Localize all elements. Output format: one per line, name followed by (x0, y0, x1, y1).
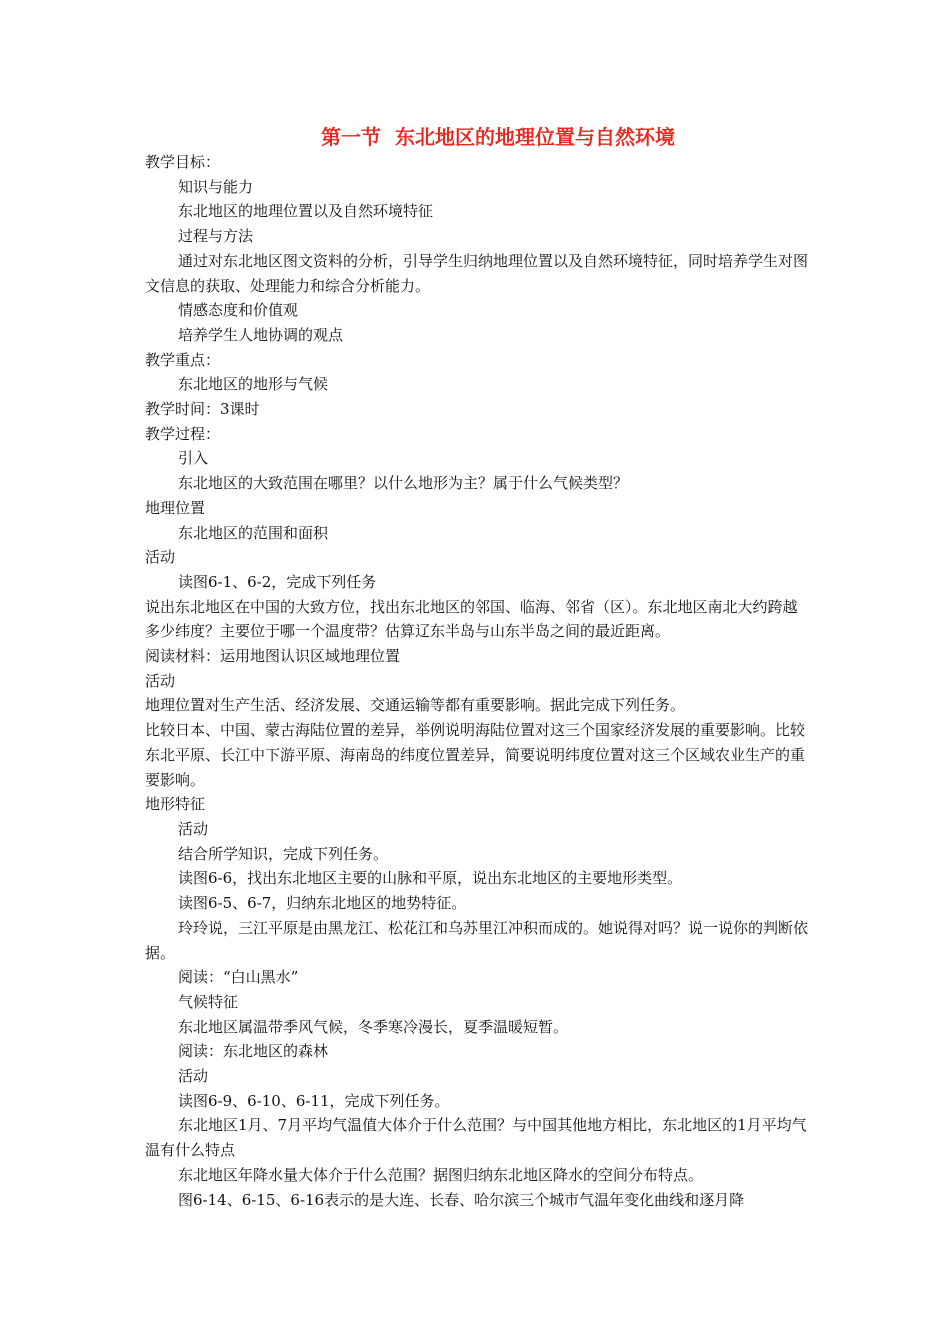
paragraph: 读图6-5、6-7，归纳东北地区的地势特征。 (178, 894, 467, 913)
paragraph: 活动 (178, 819, 209, 838)
paragraph: 结合所学知识，完成下列任务。 (178, 844, 389, 863)
document-body (145, 150, 810, 1212)
paragraph: 通过对东北地区图文资料的分析，引导学生归纳地理位置以及自然环境特征，同时培养学生对图文信息的获取、处理能力和综合分析能力。 (145, 251, 809, 295)
paragraph: 东北地区属温带季风气候，冬季寒冷漫长，夏季温暖短暂。 (178, 1017, 569, 1036)
paragraph: 读图6-9、6-10、6-11，完成下列任务。 (178, 1091, 450, 1110)
paragraph: 教学目标： (145, 153, 221, 171)
paragraph: 情感态度和价值观 (178, 301, 299, 320)
paragraph: 活动 (178, 1067, 209, 1086)
paragraph: 图6-14、6-15、6-16表示的是大连、长春、哈尔滨三个城市气温年变化曲线和逐月降 (178, 1190, 745, 1209)
paragraph: 阅读材料：运用地图认识区域地理位置 (145, 647, 401, 666)
document-title: 第一节 东北地区的地理位置与自然环境 (321, 125, 675, 149)
paragraph: 东北地区年降水量大体介于什么范围？据图归纳东北地区降水的空间分布特点。 (178, 1165, 704, 1184)
paragraph: 东北地区1月、7月平均气温值大体介于什么范围？与中国其他地方相比，东北地区的1月平均气温有什么特点 (145, 1116, 807, 1160)
paragraph: 读图6-6，找出东北地区主要的山脉和平原，说出东北地区的主要地形类型。 (178, 869, 683, 888)
paragraph: 教学重点： (145, 350, 221, 369)
paragraph: 地理位置 (145, 498, 206, 517)
paragraph: 玲玲说，三江平原是由黑龙江、松花江和乌苏里江冲积而成的。她说得对吗？说一说你的判断依据。 (145, 918, 809, 962)
paragraph: 地形特征 (145, 795, 206, 814)
paragraph: 气候特征 (178, 992, 239, 1011)
paragraph: 培养学生人地协调的观点 (178, 325, 344, 344)
paragraph: 东北地区的地形与气候 (178, 375, 329, 394)
paragraph: 东北地区的范围和面积 (178, 523, 329, 542)
paragraph: 活动 (145, 548, 176, 567)
paragraph: 地理位置对生产生活、经济发展、交通运输等都有重要影响。据此完成下列任务。 (145, 696, 686, 715)
paragraph: 教学时间：3课时 (145, 400, 260, 419)
paragraph: 说出东北地区在中国的大致方位，找出东北地区的邻国、临海、邻省（区）。东北地区南北大约跨越多少纬度？主要位于哪一个温度带？估算辽东半岛与山东半岛之间的最近距离。 (145, 597, 798, 641)
paragraph: 东北地区的地理位置以及自然环境特征 (178, 202, 434, 221)
paragraph: 比较日本、中国、蒙古海陆位置的差异，举例说明海陆位置对这三个国家经济发展的重要影响。比较东北平原、长江中下游平原、海南岛的纬度位置差异，简要说明纬度位置对这三个区域农业生产的重要影响。 (145, 721, 806, 789)
paragraph: 教学过程： (145, 424, 221, 443)
paragraph: 活动 (145, 671, 176, 690)
paragraph: 东北地区的大致范围在哪里？以什么地形为主？属于什么气候类型？ (178, 474, 629, 493)
paragraph: 过程与方法 (178, 227, 254, 246)
paragraph: 引入 (178, 449, 209, 468)
paragraph: 阅读：东北地区的森林 (178, 1042, 329, 1061)
paragraph: 知识与能力 (178, 177, 254, 196)
paragraph: 读图6-1、6-2，完成下列任务 (178, 572, 377, 591)
paragraph: 阅读：“白山黑水” (178, 968, 299, 987)
